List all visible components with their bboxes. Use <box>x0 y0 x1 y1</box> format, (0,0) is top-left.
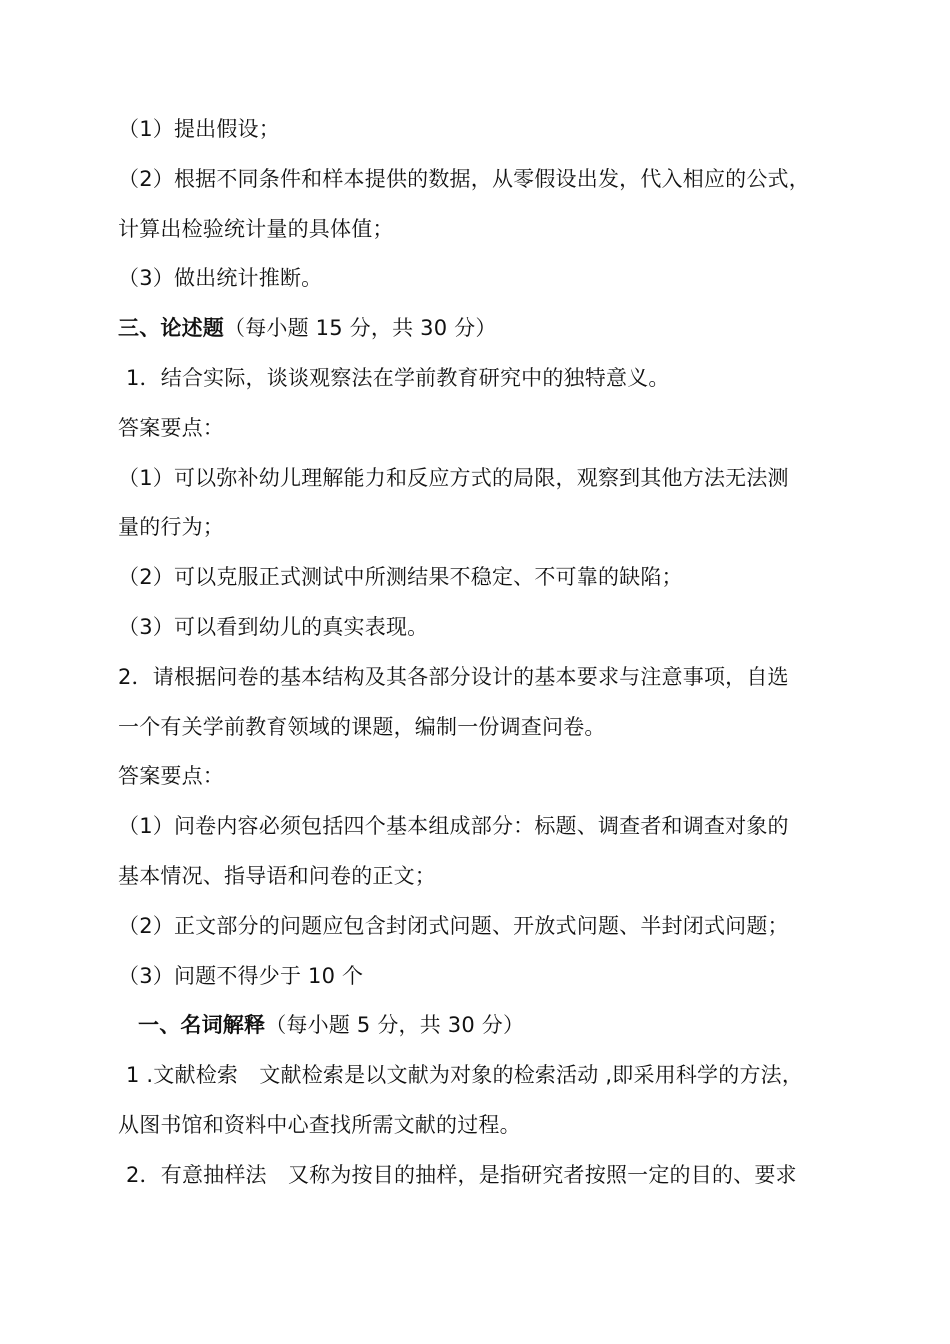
text-line: （3）做出统计推断。 <box>118 266 323 291</box>
section-scoring: （每小题 5 分，共 30 分） <box>265 1013 525 1038</box>
text-line: （3）问题不得少于 10 个 <box>118 963 364 988</box>
document-page <box>118 105 848 1201</box>
term-line: 2．有意抽样法 又称为按目的抽样，是指研究者按照一定的目的、要求 <box>126 1162 797 1187</box>
text-line: 一个有关学前教育领域的课题，编制一份调查问卷。 <box>118 714 606 739</box>
section-title: 一、名词解释 <box>138 1013 266 1038</box>
text-line: （2）根据不同条件和样本提供的数据，从零假设出发，代入相应的公式， <box>118 166 810 191</box>
text-line: （1）问卷内容必须包括四个基本组成部分：标题、调查者和调查对象的 <box>118 814 789 839</box>
section-heading <box>118 304 848 354</box>
text-line: （1）可以弥补幼儿理解能力和反应方式的局限，观察到其他方法无法测 <box>118 465 789 490</box>
answer-label: 答案要点： <box>118 764 224 789</box>
text-line: 基本情况、指导语和问卷的正文； <box>118 863 436 888</box>
question-line: 1．结合实际，谈谈观察法在学前教育研究中的独特意义。 <box>126 365 670 390</box>
text-line: （2）正文部分的问题应包含封闭式问题、开放式问题、半封闭式问题； <box>118 913 789 938</box>
text-line: （3）可以看到幼儿的真实表现。 <box>118 614 429 639</box>
text-line: 从图书馆和资料中心查找所需文献的过程。 <box>118 1112 521 1137</box>
section-scoring: （每小题 15 分，共 30 分） <box>224 316 497 341</box>
answer-label: 答案要点： <box>118 415 224 440</box>
question-line: 2．请根据问卷的基本结构及其各部分设计的基本要求与注意事项，自选 <box>118 664 789 689</box>
text-line: （1）提出假设； <box>118 117 280 141</box>
section-title: 三、论述题 <box>118 316 224 341</box>
text-line: 量的行为； <box>118 515 224 540</box>
term-line: 1 .文献检索 文献检索是以文献为对象的检索活动 ,即采用科学的方法， <box>126 1063 804 1088</box>
section-heading <box>118 1001 848 1051</box>
text-line: （2）可以克服正式测试中所测结果不稳定、不可靠的缺陷； <box>118 565 683 590</box>
text-line: 计算出检验统计量的具体值； <box>118 216 394 241</box>
